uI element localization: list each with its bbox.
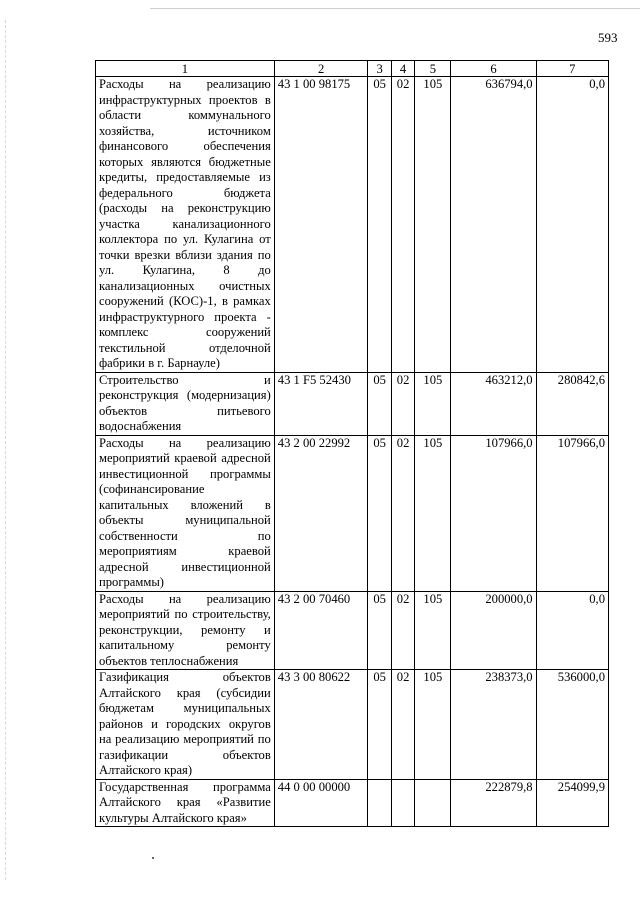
- row-name: Государственная программа Алтайского края «Развитие культуры Алтайского края»: [96, 779, 275, 827]
- row-name: Строительство и реконструкция (модернизация) объектов питьевого водоснабжения: [96, 372, 275, 435]
- row-sum-year-1: 222879,8: [451, 779, 536, 827]
- row-sum-year-2: 0,0: [536, 77, 608, 373]
- row-sum-year-2: 107966,0: [536, 435, 608, 591]
- row-sum-year-2: 280842,6: [536, 372, 608, 435]
- table-row: [96, 372, 609, 435]
- row-section: 05: [368, 591, 391, 670]
- header-col-6: 6: [451, 61, 536, 77]
- row-subsection: 02: [391, 435, 414, 591]
- row-code: 43 3 00 80622: [274, 670, 368, 780]
- row-section: 05: [368, 435, 391, 591]
- row-subsection: 02: [391, 670, 414, 780]
- scan-binding-margin: [5, 20, 6, 880]
- row-subsection: 02: [391, 77, 414, 373]
- header-col-1: 1: [96, 61, 275, 77]
- table-row: [96, 77, 609, 373]
- header-col-5: 5: [415, 61, 451, 77]
- row-sum-year-1: 636794,0: [451, 77, 536, 373]
- table-row: [96, 779, 609, 827]
- row-expense-type: 105: [415, 591, 451, 670]
- row-name: Расходы на реализацию инфраструктурных проектов в области коммунального хозяйства, источником финансового обеспечения которых являются бюджетные кредиты, предоставляемые из федерального бюджета (расходы на реконструкцию участка канализационного коллектора по ул. Кулагина от точки врезки вблизи здания по ул. Кулагина, 8 до канализационных очистных сооружений (КОС)-1, в рамках инфраструктурного проекта - комплекс сооружений текстильной отделочной фабрики в г. Барнауле): [96, 77, 275, 373]
- scan-top-rule: [150, 8, 640, 9]
- row-subsection: [391, 779, 414, 827]
- header-col-3: 3: [368, 61, 391, 77]
- table-row: [96, 435, 609, 591]
- page-number: 593: [598, 30, 618, 45]
- budget-table: [95, 60, 609, 827]
- row-sum-year-2: 536000,0: [536, 670, 608, 780]
- row-section: [368, 779, 391, 827]
- table-row: [96, 670, 609, 780]
- row-expense-type: 105: [415, 670, 451, 780]
- row-sum-year-1: 463212,0: [451, 372, 536, 435]
- row-name: Расходы на реализацию мероприятий по строительству, реконструкции, ремонту и капитальному ремонту объектов теплоснабжения: [96, 591, 275, 670]
- row-section: 05: [368, 670, 391, 780]
- scan-speck: [152, 857, 154, 859]
- row-sum-year-2: 254099,9: [536, 779, 608, 827]
- table-row: [96, 591, 609, 670]
- row-code: 44 0 00 00000: [274, 779, 368, 827]
- row-section: 05: [368, 77, 391, 373]
- row-sum-year-1: 238373,0: [451, 670, 536, 780]
- row-expense-type: [415, 779, 451, 827]
- row-expense-type: 105: [415, 77, 451, 373]
- header-col-7: 7: [536, 61, 608, 77]
- row-expense-type: 105: [415, 372, 451, 435]
- row-code: 43 1 00 98175: [274, 77, 368, 373]
- row-code: 43 2 00 70460: [274, 591, 368, 670]
- row-subsection: 02: [391, 372, 414, 435]
- row-name: Расходы на реализацию мероприятий краевой адресной инвестиционной программы (софинансирование капитальных вложений в объекты муниципальной собственности по мероприятиям краевой адресной инвестиционной программы): [96, 435, 275, 591]
- row-sum-year-1: 200000,0: [451, 591, 536, 670]
- row-sum-year-1: 107966,0: [451, 435, 536, 591]
- row-name: Газификация объектов Алтайского края (субсидии бюджетам муниципальных районов и городских округов на реализацию мероприятий по газификации объектов Алтайского края): [96, 670, 275, 780]
- row-section: 05: [368, 372, 391, 435]
- row-subsection: 02: [391, 591, 414, 670]
- row-expense-type: 105: [415, 435, 451, 591]
- header-col-4: 4: [391, 61, 414, 77]
- row-sum-year-2: 0,0: [536, 591, 608, 670]
- header-row: [96, 61, 609, 77]
- header-col-2: 2: [274, 61, 368, 77]
- row-code: 43 2 00 22992: [274, 435, 368, 591]
- row-code: 43 1 F5 52430: [274, 372, 368, 435]
